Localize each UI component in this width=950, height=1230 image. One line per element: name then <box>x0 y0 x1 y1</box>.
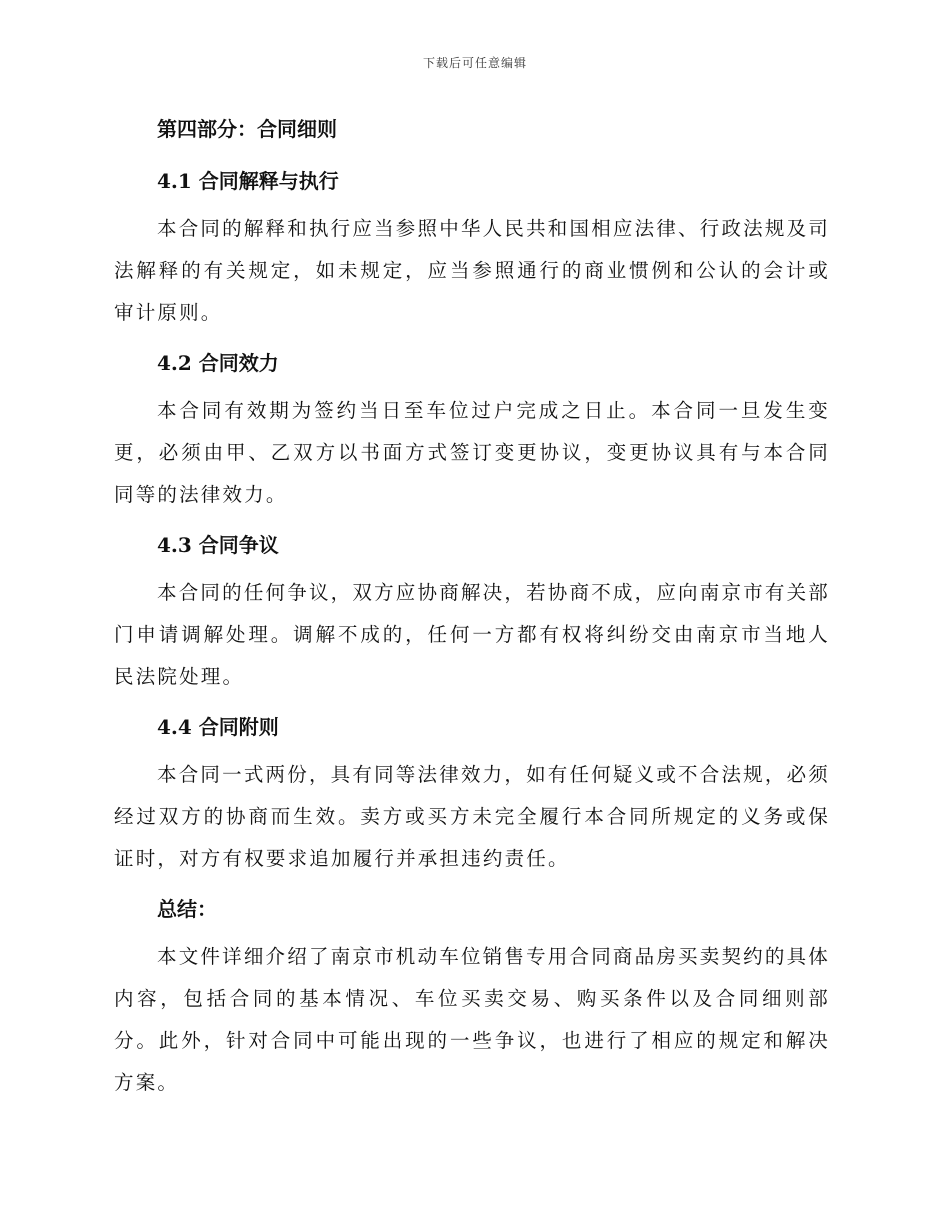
subsection-title-4-1: 4.1 合同解释与执行 <box>157 169 339 193</box>
subsection-body-4-4: 本合同一式两份，具有同等法律效力，如有任何疑义或不合法规，必须经过双方的协商而生效。卖方或买方未完全履行本合同所规定的义务或保证时，对方有权要求追加履行并承担违约责任。 <box>114 763 830 870</box>
subsection-title-4-2: 4.2 合同效力 <box>157 351 279 375</box>
summary-body: 本文件详细介绍了南京市机动车位销售专用合同商品房买卖契约的具体内容，包括合同的基本情况、车位买卖交易、购买条件以及合同细则部分。此外，针对合同中可能出现的一些争议，也进行了相应的规定和解决方案。 <box>114 945 830 1094</box>
page-header: 下载后可任意编辑 <box>422 56 527 70</box>
subsection-title-4-3: 4.3 合同争议 <box>157 533 279 557</box>
section-title: 第四部分：合同细则 <box>157 117 337 141</box>
subsection-title-4-4: 4.4 合同附则 <box>157 715 279 739</box>
document-body <box>114 110 830 1118</box>
summary-title: 总结： <box>157 897 217 921</box>
subsection-body-4-3: 本合同的任何争议，双方应协商解决，若协商不成，应向南京市有关部门申请调解处理。调解不成的，任何一方都有权将纠纷交由南京市当地人民法院处理。 <box>114 581 830 688</box>
subsection-body-4-2: 本合同有效期为签约当日至车位过户完成之日止。本合同一旦发生变更，必须由甲、乙双方以书面方式签订变更协议，变更协议具有与本合同同等的法律效力。 <box>114 399 830 506</box>
subsection-body-4-1: 本合同的解释和执行应当参照中华人民共和国相应法律、行政法规及司法解释的有关规定，如未规定，应当参照通行的商业惯例和公认的会计或审计原则。 <box>114 217 830 324</box>
